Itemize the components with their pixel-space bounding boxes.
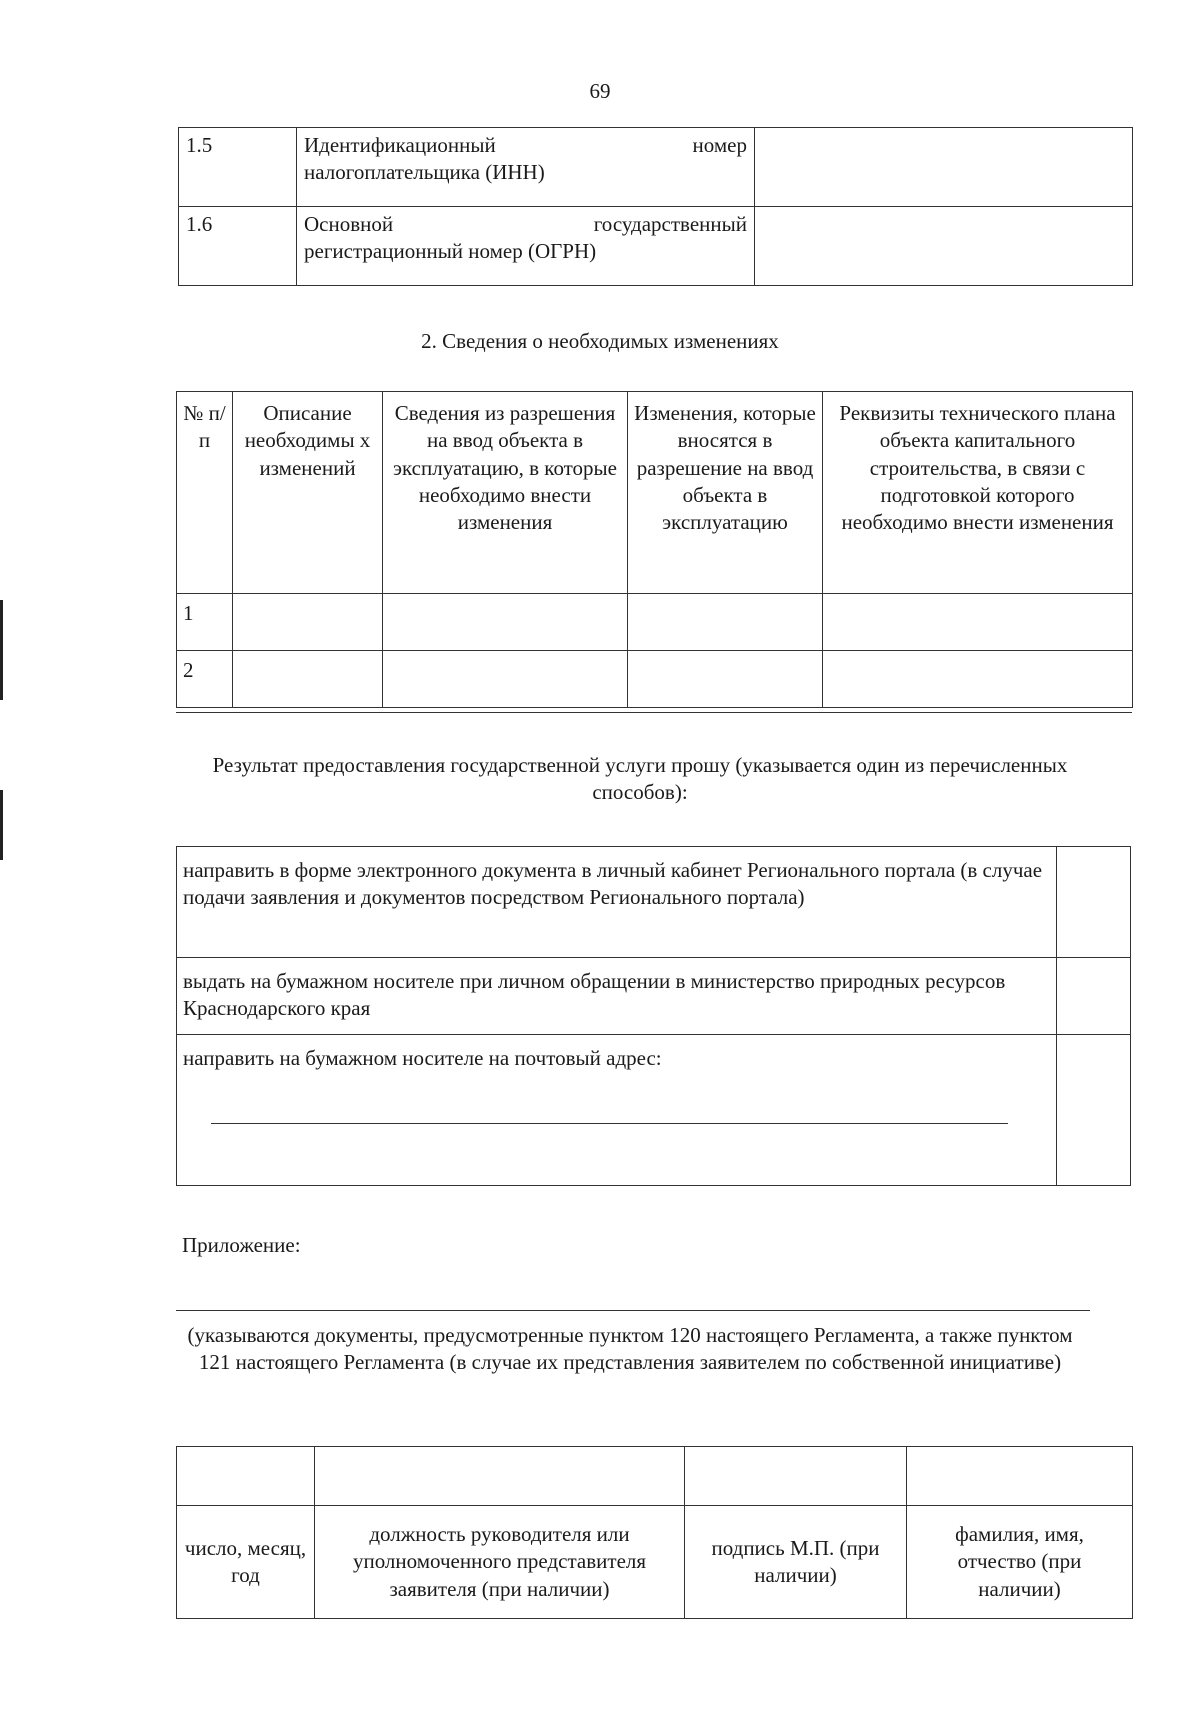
option-row [177,847,1131,958]
row-label-second: налогоплательщика (ИНН) [304,160,545,185]
row-label-first-end: номер [692,133,747,157]
appendix-note: (указываются документы, предусмотренные пунктом 120 настоящего Регламента, а также пунктом 121 настоящего Регламента (в случае их представления заявителем по собственной инициативе) [187,1323,1073,1375]
table-row [179,207,1133,286]
row-label-first-end: государственный [593,212,747,236]
row-number: 1.6 [179,207,297,286]
table-cell[interactable] [823,594,1133,651]
signature-label: число, месяц, год [177,1506,315,1619]
table-row [177,651,1133,708]
scan-edge-mark [0,600,3,700]
header-cell: Сведения из разрешения на ввод объекта в эксплуатацию, в которые необходимо внести изменения [383,392,628,594]
header-cell: Реквизиты технического плана объекта капитального строительства, в связи с подготовкой которого необходимо внести изменения [823,392,1133,594]
table-cell[interactable] [383,594,628,651]
option-label-cell [177,1035,1057,1186]
signature-input-cell[interactable] [685,1447,907,1506]
header-cell: Описание необходимы х изменений [233,392,383,594]
table-row [179,128,1133,207]
separator-line [176,712,1132,713]
row-label-second: регистрационный номер (ОГРН) [304,239,597,264]
result-options-table [176,846,1131,1186]
inn-value-cell[interactable] [755,128,1133,207]
option-checkbox-cell[interactable] [1057,1035,1131,1186]
option-label: направить в форме электронного документа в личный кабинет Регионального портала (в случае подачи заявления и документов посредством Регионального портала) [177,847,1057,958]
signature-label: подпись М.П. (при наличии) [685,1506,907,1619]
row-label-first: Основной [304,212,394,236]
table-header-row [177,392,1133,594]
row-label-first: Идентификационный [304,133,496,157]
option-label: выдать на бумажном носителе при личном обращении в министерство природных ресурсов Краснодарского края [177,958,1057,1035]
fullname-input-cell[interactable] [907,1447,1133,1506]
scan-edge-mark [0,790,3,860]
signature-label-row [177,1506,1133,1619]
header-cell: № п/п [177,392,233,594]
option-checkbox-cell[interactable] [1057,847,1131,958]
table-cell[interactable] [628,594,823,651]
row-number: 1 [177,594,233,651]
table-cell[interactable] [383,651,628,708]
applicant-details-table [178,127,1133,286]
page-number: 69 [589,79,611,103]
signature-input-row [177,1447,1133,1506]
table-cell[interactable] [628,651,823,708]
appendix-label: Приложение: [182,1233,301,1257]
date-input-cell[interactable] [177,1447,315,1506]
signature-label: должность руководителя или уполномоченного представителя заявителя (при наличии) [315,1506,685,1619]
option-label: направить на бумажном носителе на почтовый адрес: [183,1046,662,1070]
row-label [297,207,755,286]
position-input-cell[interactable] [315,1447,685,1506]
table-cell[interactable] [823,651,1133,708]
table-cell[interactable] [233,594,383,651]
signature-table [176,1446,1133,1619]
result-title: Результат предоставления государственной услуги прошу (указывается один из перечисленных способов): [212,753,1068,805]
row-label [297,128,755,207]
changes-table [176,391,1133,708]
section-title: 2. Сведения о необходимых изменениях [421,329,779,353]
row-number: 1.5 [179,128,297,207]
option-row [177,1035,1131,1186]
row-number: 2 [177,651,233,708]
option-checkbox-cell[interactable] [1057,958,1131,1035]
signature-label: фамилия, имя, отчество (при наличии) [907,1506,1133,1619]
option-row [177,958,1131,1035]
table-row [177,594,1133,651]
ogrn-value-cell[interactable] [755,207,1133,286]
postal-address-line[interactable] [211,1123,1008,1124]
appendix-fill-line[interactable] [176,1310,1090,1311]
header-cell: Изменения, которые вносятся в разрешение на ввод объекта в эксплуатацию [628,392,823,594]
table-cell[interactable] [233,651,383,708]
